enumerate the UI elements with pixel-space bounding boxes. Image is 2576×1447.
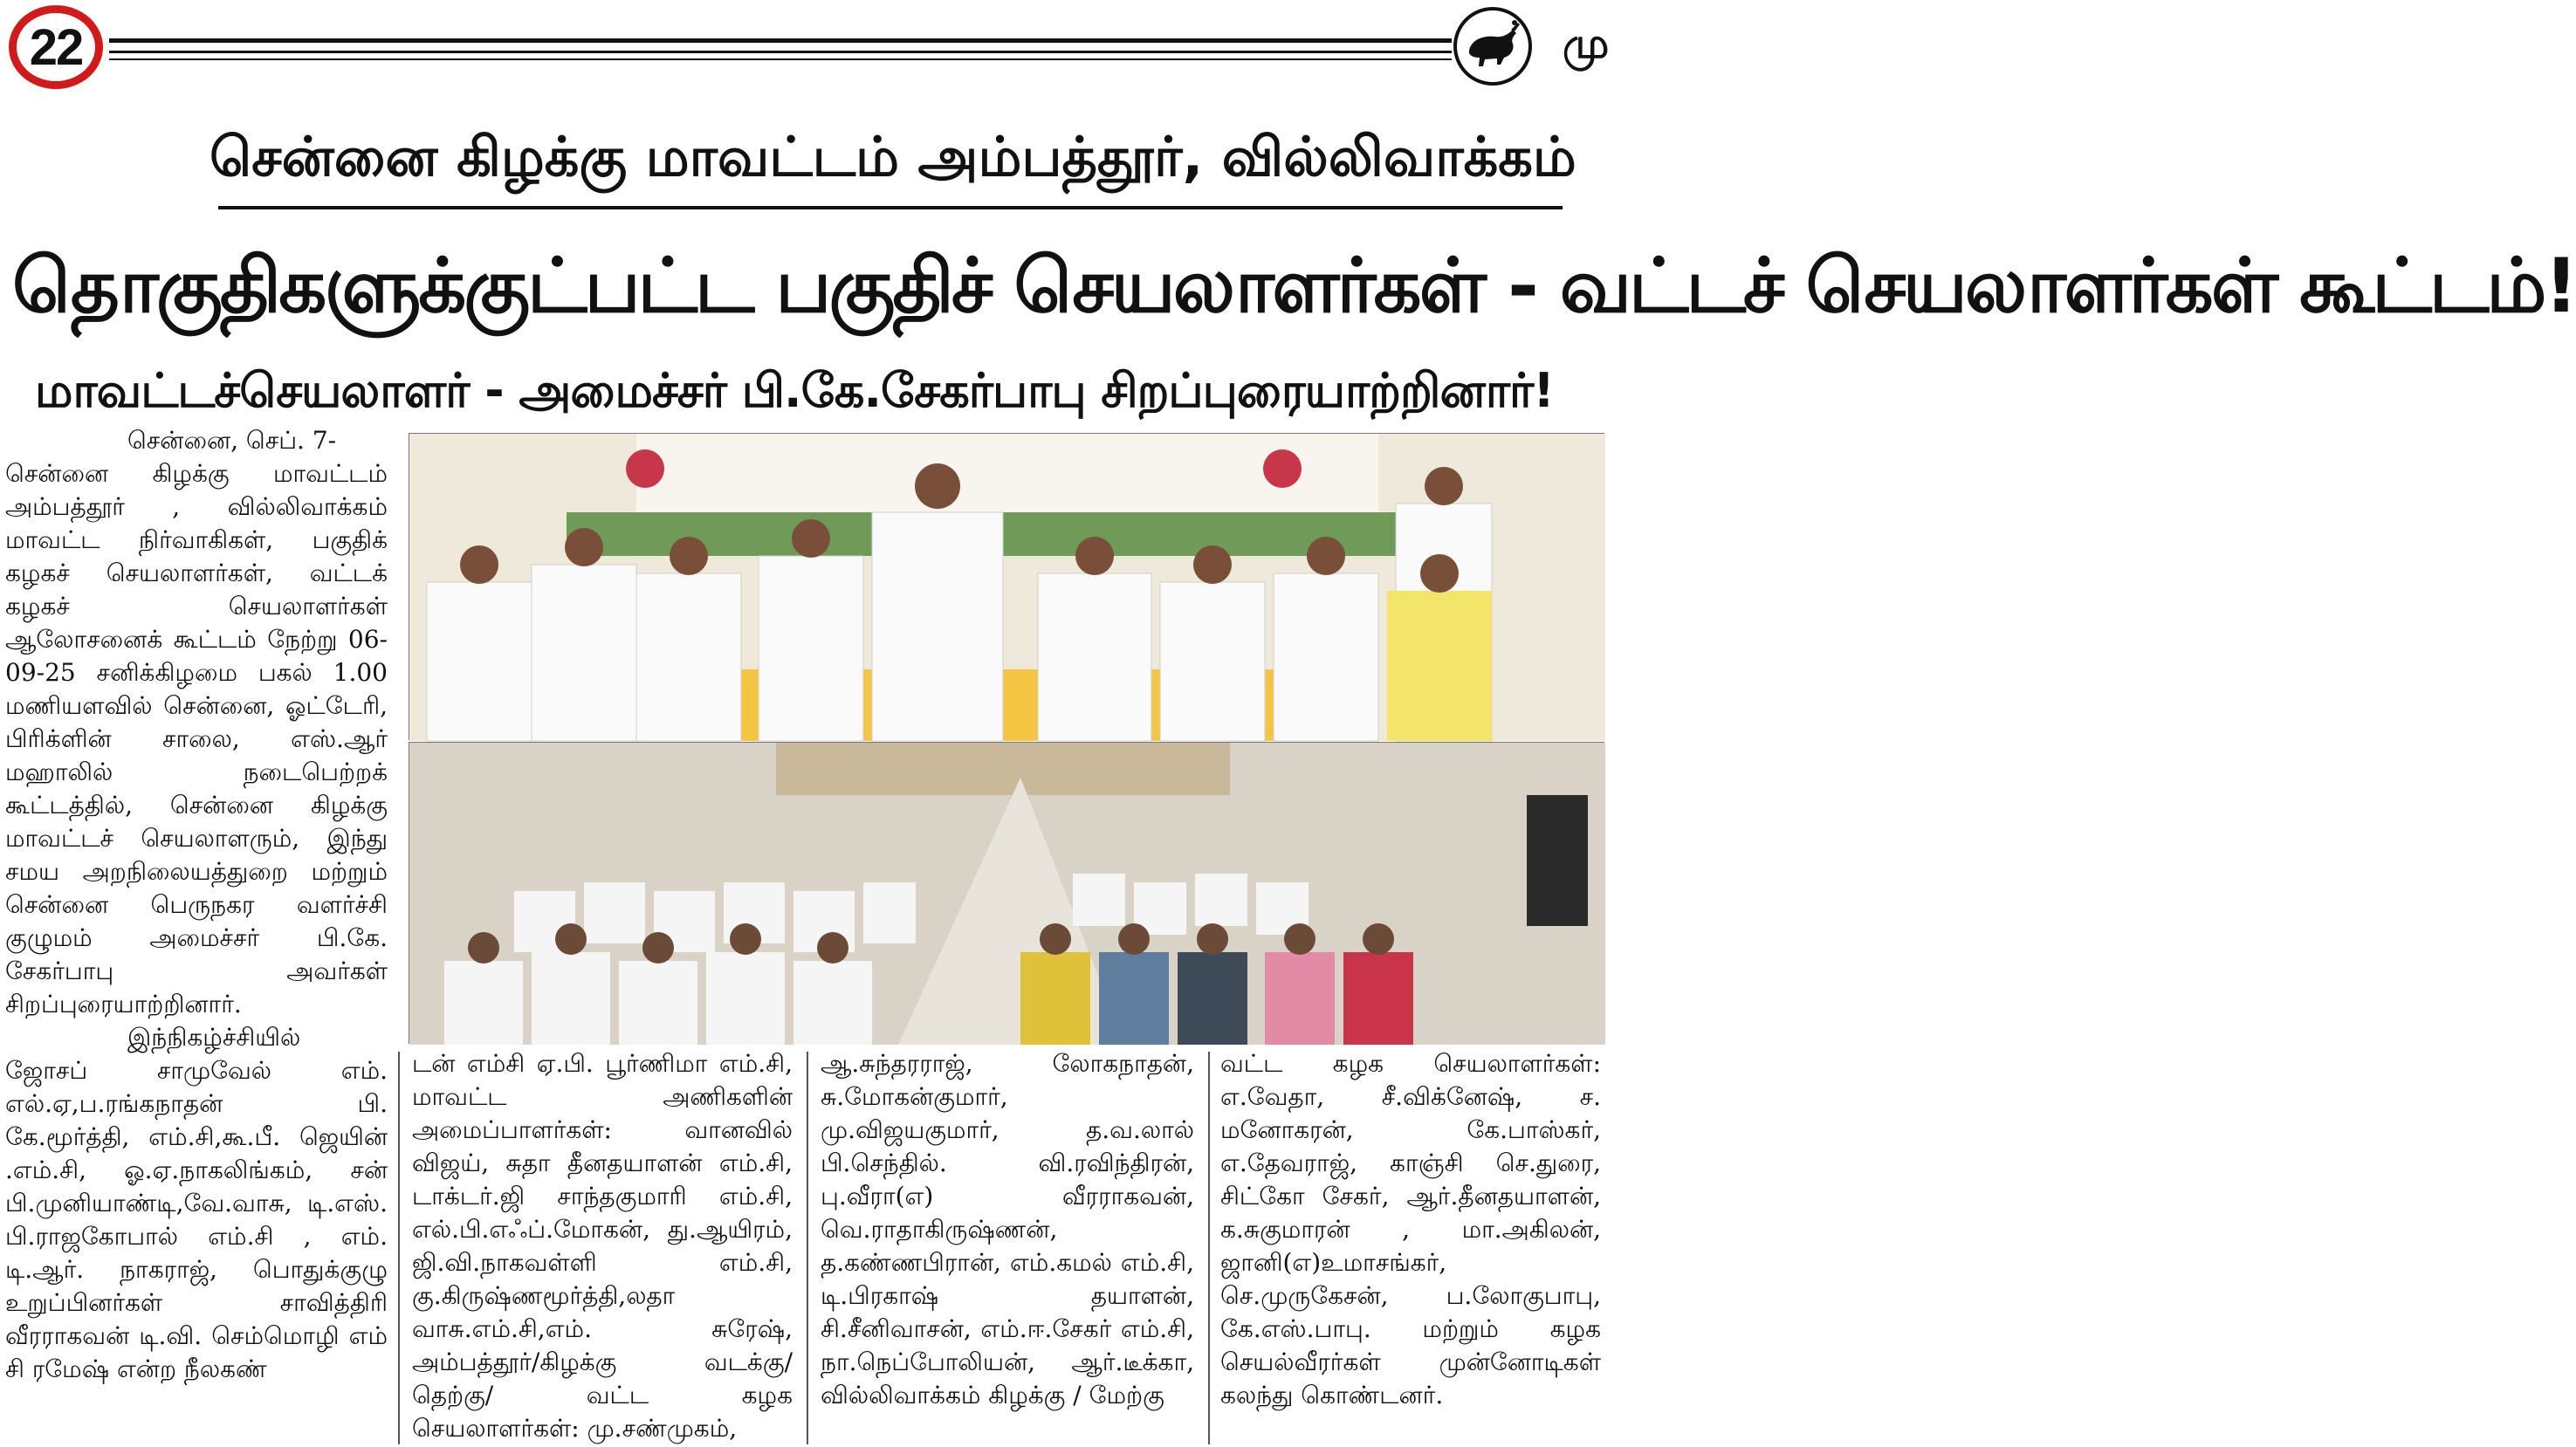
column-divider xyxy=(1208,1052,1210,1444)
bull-emblem-icon xyxy=(1453,7,1532,86)
article-column-4 xyxy=(1220,1047,1601,1447)
audience-photo xyxy=(409,742,1604,1044)
top-strip xyxy=(0,0,1610,87)
article-column-3-text: ஆ.சுந்தரராஜ், லோகநாதன், சு.மோகன்குமார், மு.விஜயகுமார், த.வ.லால் பி.செந்தில். வி.ரவிந்திரன், பு.வீரா(எ) வீரராகவன், வெ.ராதாகிருஷ்ணன், த.கண்ணபிரான், எம்.கமல் எம்.சி, டி.பிரகாஷ் தயாளன், சி.சீனிவாசன், எம்.ஈ.சேகர் எம்.சி, நா.நெப்போலியன், ஆர்.டீக்கா, வில்லிவாக்கம் கிழக்கு / மேற்கு xyxy=(821,1049,1194,1409)
article-column-2 xyxy=(412,1047,793,1447)
headline-kicker: சென்னை கிழக்கு மாவட்டம் அம்பத்தூர், வில்லிவாக்கம் xyxy=(210,125,1577,189)
headline-sub: மாவட்டச்செயலாளர் - அமைச்சர் பி.கே.சேகர்பாபு சிறப்புரையாற்றினார்! xyxy=(35,363,1554,418)
article-column-4-text: வட்ட கழக செயலாளர்கள்: எ.வேதா, சீ.விக்னேஷ், ச. மனோகரன், கே.பாஸ்கர், எ.தேவராஜ், காஞ்சி செ.துரை, சிட்கோ சேகர், ஆர்.தீனதயாளன், க.சுகுமாரன் , மா.அகிலன், ஜானி(எ)உமாசங்கர், செ.முருகேசன், ப.லோகுபாபு, கே.எஸ்.பாபு. மற்றும் கழக செயல்வீரர்கள் முன்னோடிகள் கலந்து கொண்டனர். xyxy=(1220,1049,1601,1409)
page-number-badge xyxy=(9,5,103,89)
stage-photo xyxy=(409,433,1604,740)
dateline: சென்னை, செப். 7- xyxy=(127,426,337,455)
top-rule xyxy=(109,58,1452,60)
kicker-underline xyxy=(218,206,1563,209)
masthead-fragment: மு xyxy=(1563,19,1610,68)
headline-main: தொகுதிகளுக்குட்பட்ட பகுதிச் செயலாளர்கள் - வட்டச் செயலாளர்கள் கூட்டம்! xyxy=(12,243,2576,330)
article-paragraph-2: இந்நிகழ்ச்சியில் ஜோசப் சாமுவேல் எம். எல்.ஏ,ப.ரங்கநாதன் பி. கே.மூர்த்தி, எம்.சி,கூ.பீ. ஜெயின் .எம்.சி, ஓ.ஏ.நாகலிங்கம், சன் பி.முனியாண்டி,வே.வாசு, டி.எஸ். பி.ராஜகோபால் எம்.சி , எம். டி.ஆர். நாகராஜ், பொதுக்குழு உறுப்பினர்கள் சாவித்திரி வீரராகவன் டி.வி. செம்மொழி எம் சி ரமேஷ் என்ற நீலகண் xyxy=(5,1023,388,1383)
article-column-2-text: டன் எம்சி ஏ.பி. பூர்ணிமா எம்.சி, மாவட்ட அணிகளின் அமைப்பாளர்கள்: வானவில் விஜய், சுதா தீனதயாளன் எம்.சி, டாக்டர்.ஜி சாந்தகுமாரி எம்.சி, எல்.பி.எஃப்.மோகன், து.ஆயிரம், ஜி.வி.நாகவள்ளி எம்.சி, கு.கிருஷ்ணமூர்த்தி,லதா வாசு.எம்.சி,எம். சுரேஷ், அம்பத்தூர்/கிழக்கு வடக்கு/தெற்கு/ வட்ட கழக செயலாளர்கள்: மு.சண்முகம், xyxy=(412,1049,793,1443)
article-column-3 xyxy=(821,1047,1194,1447)
column-divider xyxy=(398,1052,400,1444)
column-divider xyxy=(807,1052,808,1444)
page-number: 22 xyxy=(29,18,83,76)
article-column-1 xyxy=(5,424,388,1447)
top-rule xyxy=(109,38,1452,43)
article-paragraph-1: சென்னை கிழக்கு மாவட்டம் அம்பத்தூர் , வில்லிவாக்கம் மாவட்ட நிர்வாகிகள், பகுதிக் கழகச் செயலாளர்கள், வட்டக் கழகச் செயலாளர்கள் ஆலோசனைக் கூட்டம் நேற்று 06-09-25 சனிக்கிழமை பகல் 1.00 மணியளவில் சென்னை, ஓட்டேரி, பிரிக்ளின் சாலை, எஸ்.ஆர் மஹாலில் நடைபெற்றக் கூட்டத்தில், சென்னை கிழக்கு மாவட்டச் செயலாளரும், இந்து சமய அறநிலையத்துறை மற்றும் சென்னை பெருநகர வளர்ச்சி குழுமம் அமைச்சர் பி.கே. சேகர்பாபு அவர்கள் சிறப்புரையாற்றினார். xyxy=(5,459,388,1018)
top-rule xyxy=(109,51,1452,53)
